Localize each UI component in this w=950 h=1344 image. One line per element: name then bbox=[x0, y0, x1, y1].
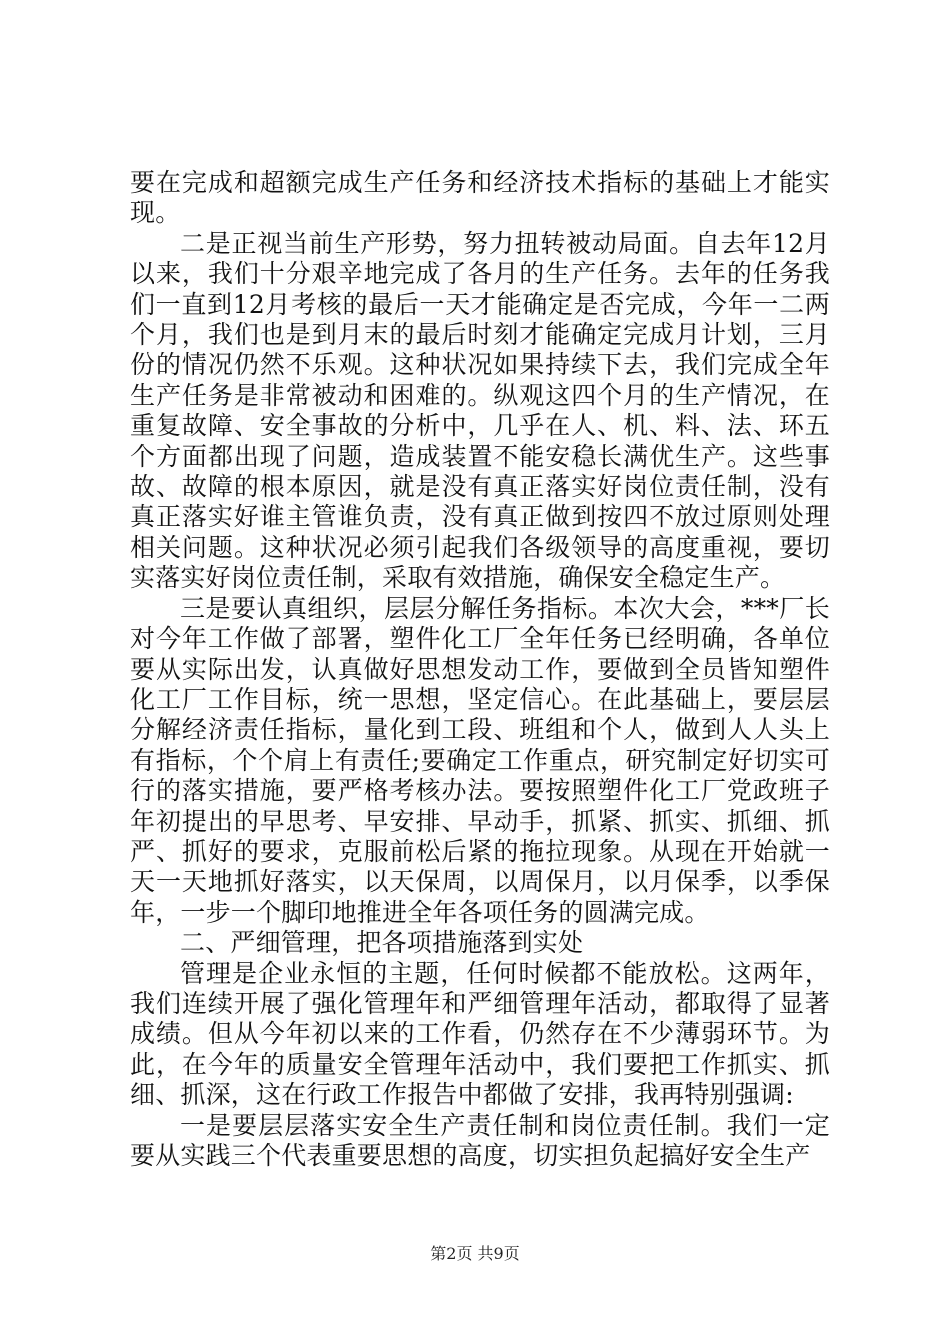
paragraph-continuation: 要在完成和超额完成生产任务和经济技术指标的基础上才能实现。 bbox=[130, 168, 830, 228]
paragraph-point-one: 一是要层层落实安全生产责任制和岗位责任制。我们一定要从实践三个代表重要思想的高度，切实担负起搞好安全生产 bbox=[130, 1110, 830, 1170]
document-body bbox=[130, 168, 830, 1171]
section-heading: 二、严细管理，把各项措施落到实处 bbox=[180, 928, 584, 958]
page-number: 第2页 共9页 bbox=[430, 1244, 520, 1263]
paragraph-management: 管理是企业永恒的主题，任何时候都不能放松。这两年，我们连续开展了强化管理年和严细管理年活动，都取得了显著成绩。但从今年初以来的工作看，仍然存在不少薄弱环节。为此，在今年的质量安全管理年活动中，我们要把工作抓实、抓细、抓深，这在行政工作报告中都做了安排，我再特别强调: bbox=[130, 958, 830, 1110]
paragraph-point-three: 三是要认真组织，层层分解任务指标。本次大会，***厂长对今年工作做了部署，塑件化工厂全年任务已经明确，各单位要从实际出发，认真做好思想发动工作，要做到全员皆知塑件化工厂工作目标，统一思想，坚定信心。在此基础上，要层层分解经济责任指标，量化到工段、班组和个人，做到人人头上有指标，个个肩上有责任;要确定工作重点，研究制定好切实可行的落实措施，要严格考核办法。要按照塑件化工厂党政班子年初提出的早思考、早安排、早动手，抓紧、抓实、抓细、抓严、抓好的要求，克服前松后紧的拖拉现象。从现在开始就一天一天地抓好落实，以天保周，以周保月，以月保季，以季保年，一步一个脚印地推进全年各项任务的圆满完成。 bbox=[130, 593, 830, 927]
paragraph-point-two: 二是正视当前生产形势，努力扭转被动局面。自去年12月以来，我们十分艰辛地完成了各月的生产任务。去年的任务我们一直到12月考核的最后一天才能确定是否完成，今年一二两个月，我们也是到月末的最后时刻才能确定完成月计划，三月份的情况仍然不乐观。这种状况如果持续下去，我们完成全年生产任务是非常被动和困难的。纵观这四个月的生产情况，在重复故障、安全事故的分析中，几乎在人、机、料、法、环五个方面都出现了问题，造成装置不能安稳长满优生产。这些事故、故障的根本原因，就是没有真正落实好岗位责任制，没有真正落实好谁主管谁负责，没有真正做到按四不放过原则处理相关问题。这种状况必须引起我们各级领导的高度重视，要切实落实好岗位责任制，采取有效措施，确保安全稳定生产。 bbox=[130, 228, 830, 593]
